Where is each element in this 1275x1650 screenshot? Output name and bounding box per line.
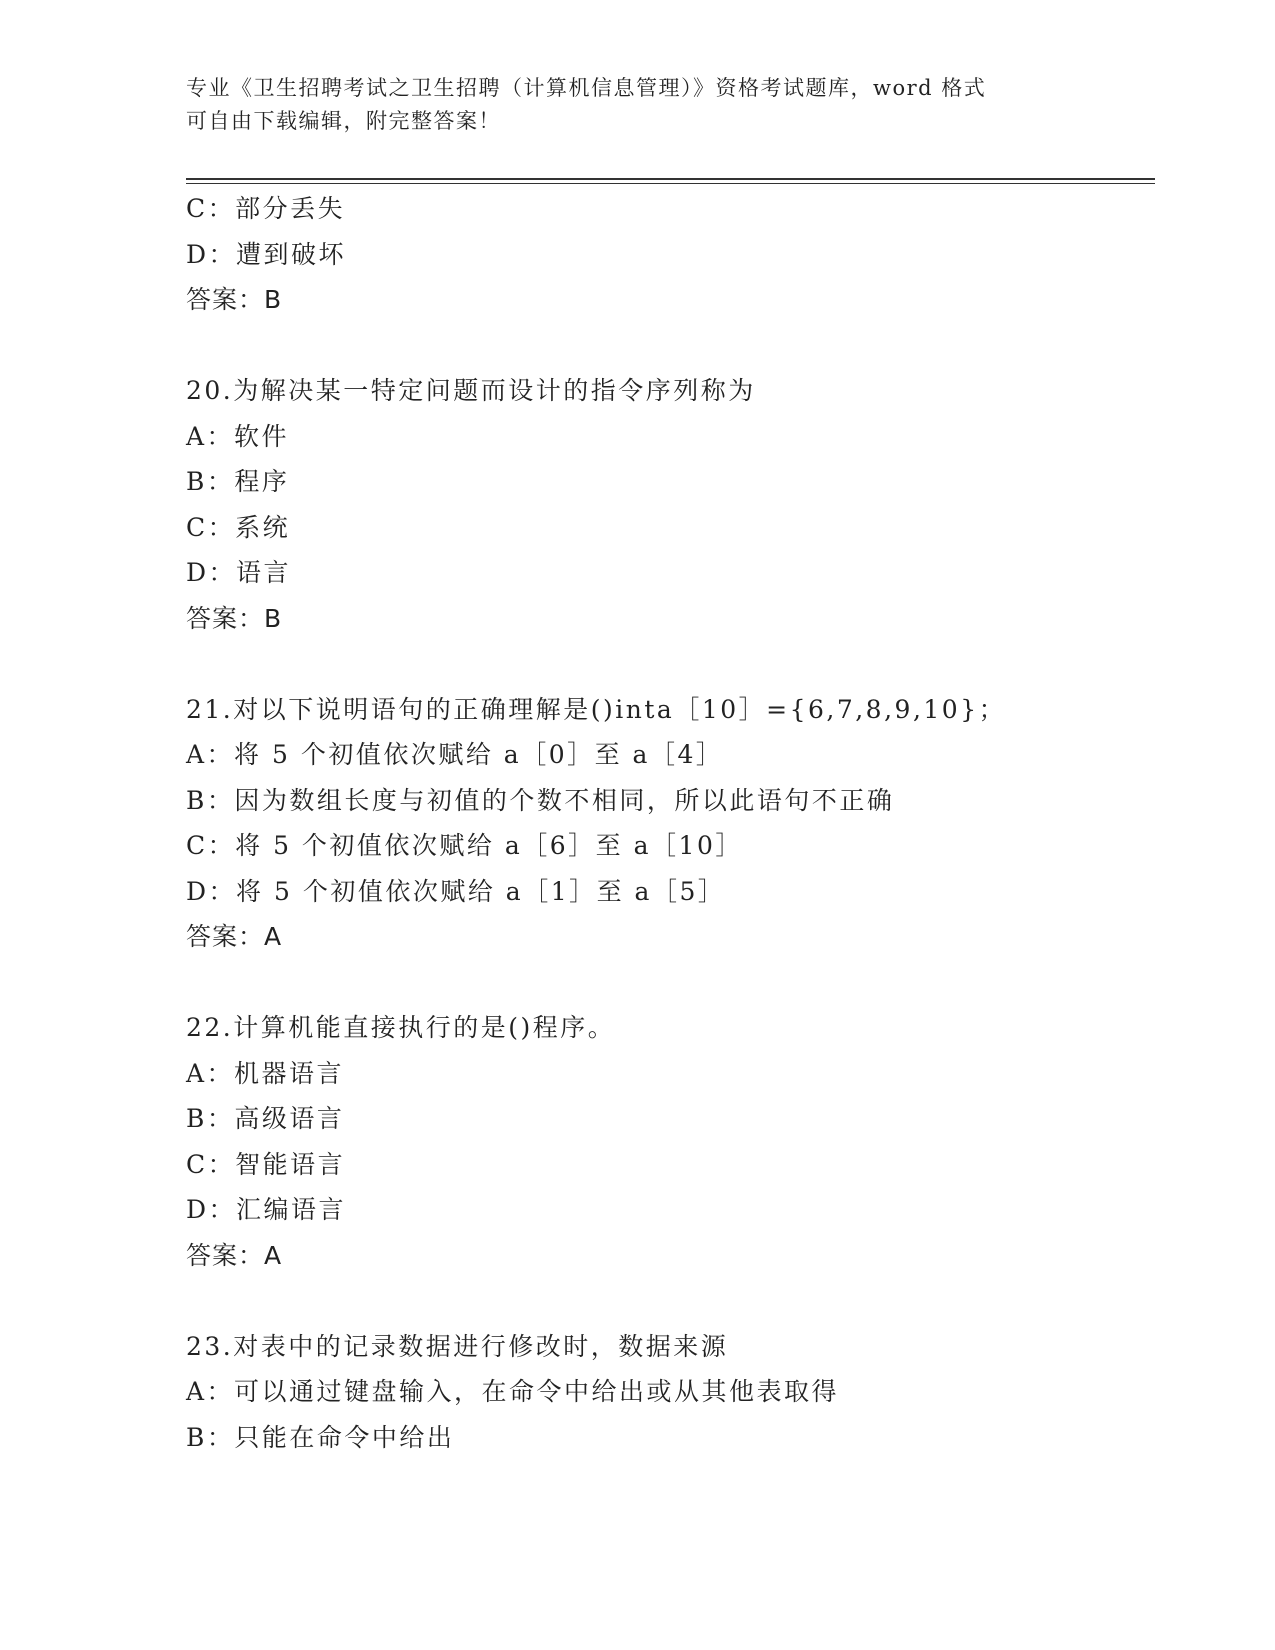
question-20: 20.为解决某一特定问题而设计的指令序列称为 — [186, 376, 756, 405]
question-list — [186, 186, 1166, 1460]
question-22-answer: 答案：A — [186, 1240, 283, 1270]
question-20-option-b: B：程序 — [186, 467, 290, 496]
document-header — [186, 72, 1086, 138]
option-d: D：遭到破坏 — [186, 239, 347, 269]
question-20-option-d: D：语言 — [186, 558, 292, 587]
question-20-option-a: A：软件 — [186, 421, 290, 451]
spacer — [186, 1278, 1166, 1324]
question-20-option-c: C：系统 — [186, 512, 291, 542]
question-21-option-b: B：因为数组长度与初值的个数不相同，所以此语句不正确 — [186, 785, 895, 815]
question-20-answer: 答案：B — [186, 603, 283, 633]
question-22-option-a: A：机器语言 — [186, 1058, 345, 1088]
question-22-option-c: C：智能语言 — [186, 1149, 346, 1179]
question-21-option-d: D：将 5 个初值依次赋给 a［1］至 a［5］ — [186, 876, 726, 906]
option-c: C：部分丢失 — [186, 194, 346, 223]
question-21-answer: 答案：A — [186, 922, 283, 951]
question-22: 22.计算机能直接执行的是()程序。 — [186, 1013, 616, 1042]
question-22-option-d: D：汇编语言 — [186, 1195, 347, 1224]
question-21-option-c: C：将 5 个初值依次赋给 a［6］至 a［10］ — [186, 831, 743, 860]
question-21: 21.对以下说明语句的正确理解是()inta［10］={6,7,8,9,10}； — [186, 694, 1007, 724]
question-22-option-b: B：高级语言 — [186, 1104, 345, 1133]
header-title-line-2: 可自由下载编辑，附完整答案！ — [186, 109, 501, 133]
question-21-option-a: A：将 5 个初值依次赋给 a［0］至 a［4］ — [186, 740, 724, 769]
spacer — [186, 641, 1166, 687]
question-23-option-b: B：只能在命令中给出 — [186, 1422, 455, 1452]
header-divider — [186, 178, 1155, 184]
spacer — [186, 323, 1166, 369]
spacer — [186, 960, 1166, 1006]
question-23-option-a: A：可以通过键盘输入，在命令中给出或从其他表取得 — [186, 1377, 840, 1406]
header-title-line-1: 专业《卫生招聘考试之卫生招聘（计算机信息管理）》资格考试题库，word 格式 — [186, 76, 987, 100]
answer-text: 答案：B — [186, 285, 283, 314]
question-23: 23.对表中的记录数据进行修改时，数据来源 — [186, 1331, 729, 1361]
